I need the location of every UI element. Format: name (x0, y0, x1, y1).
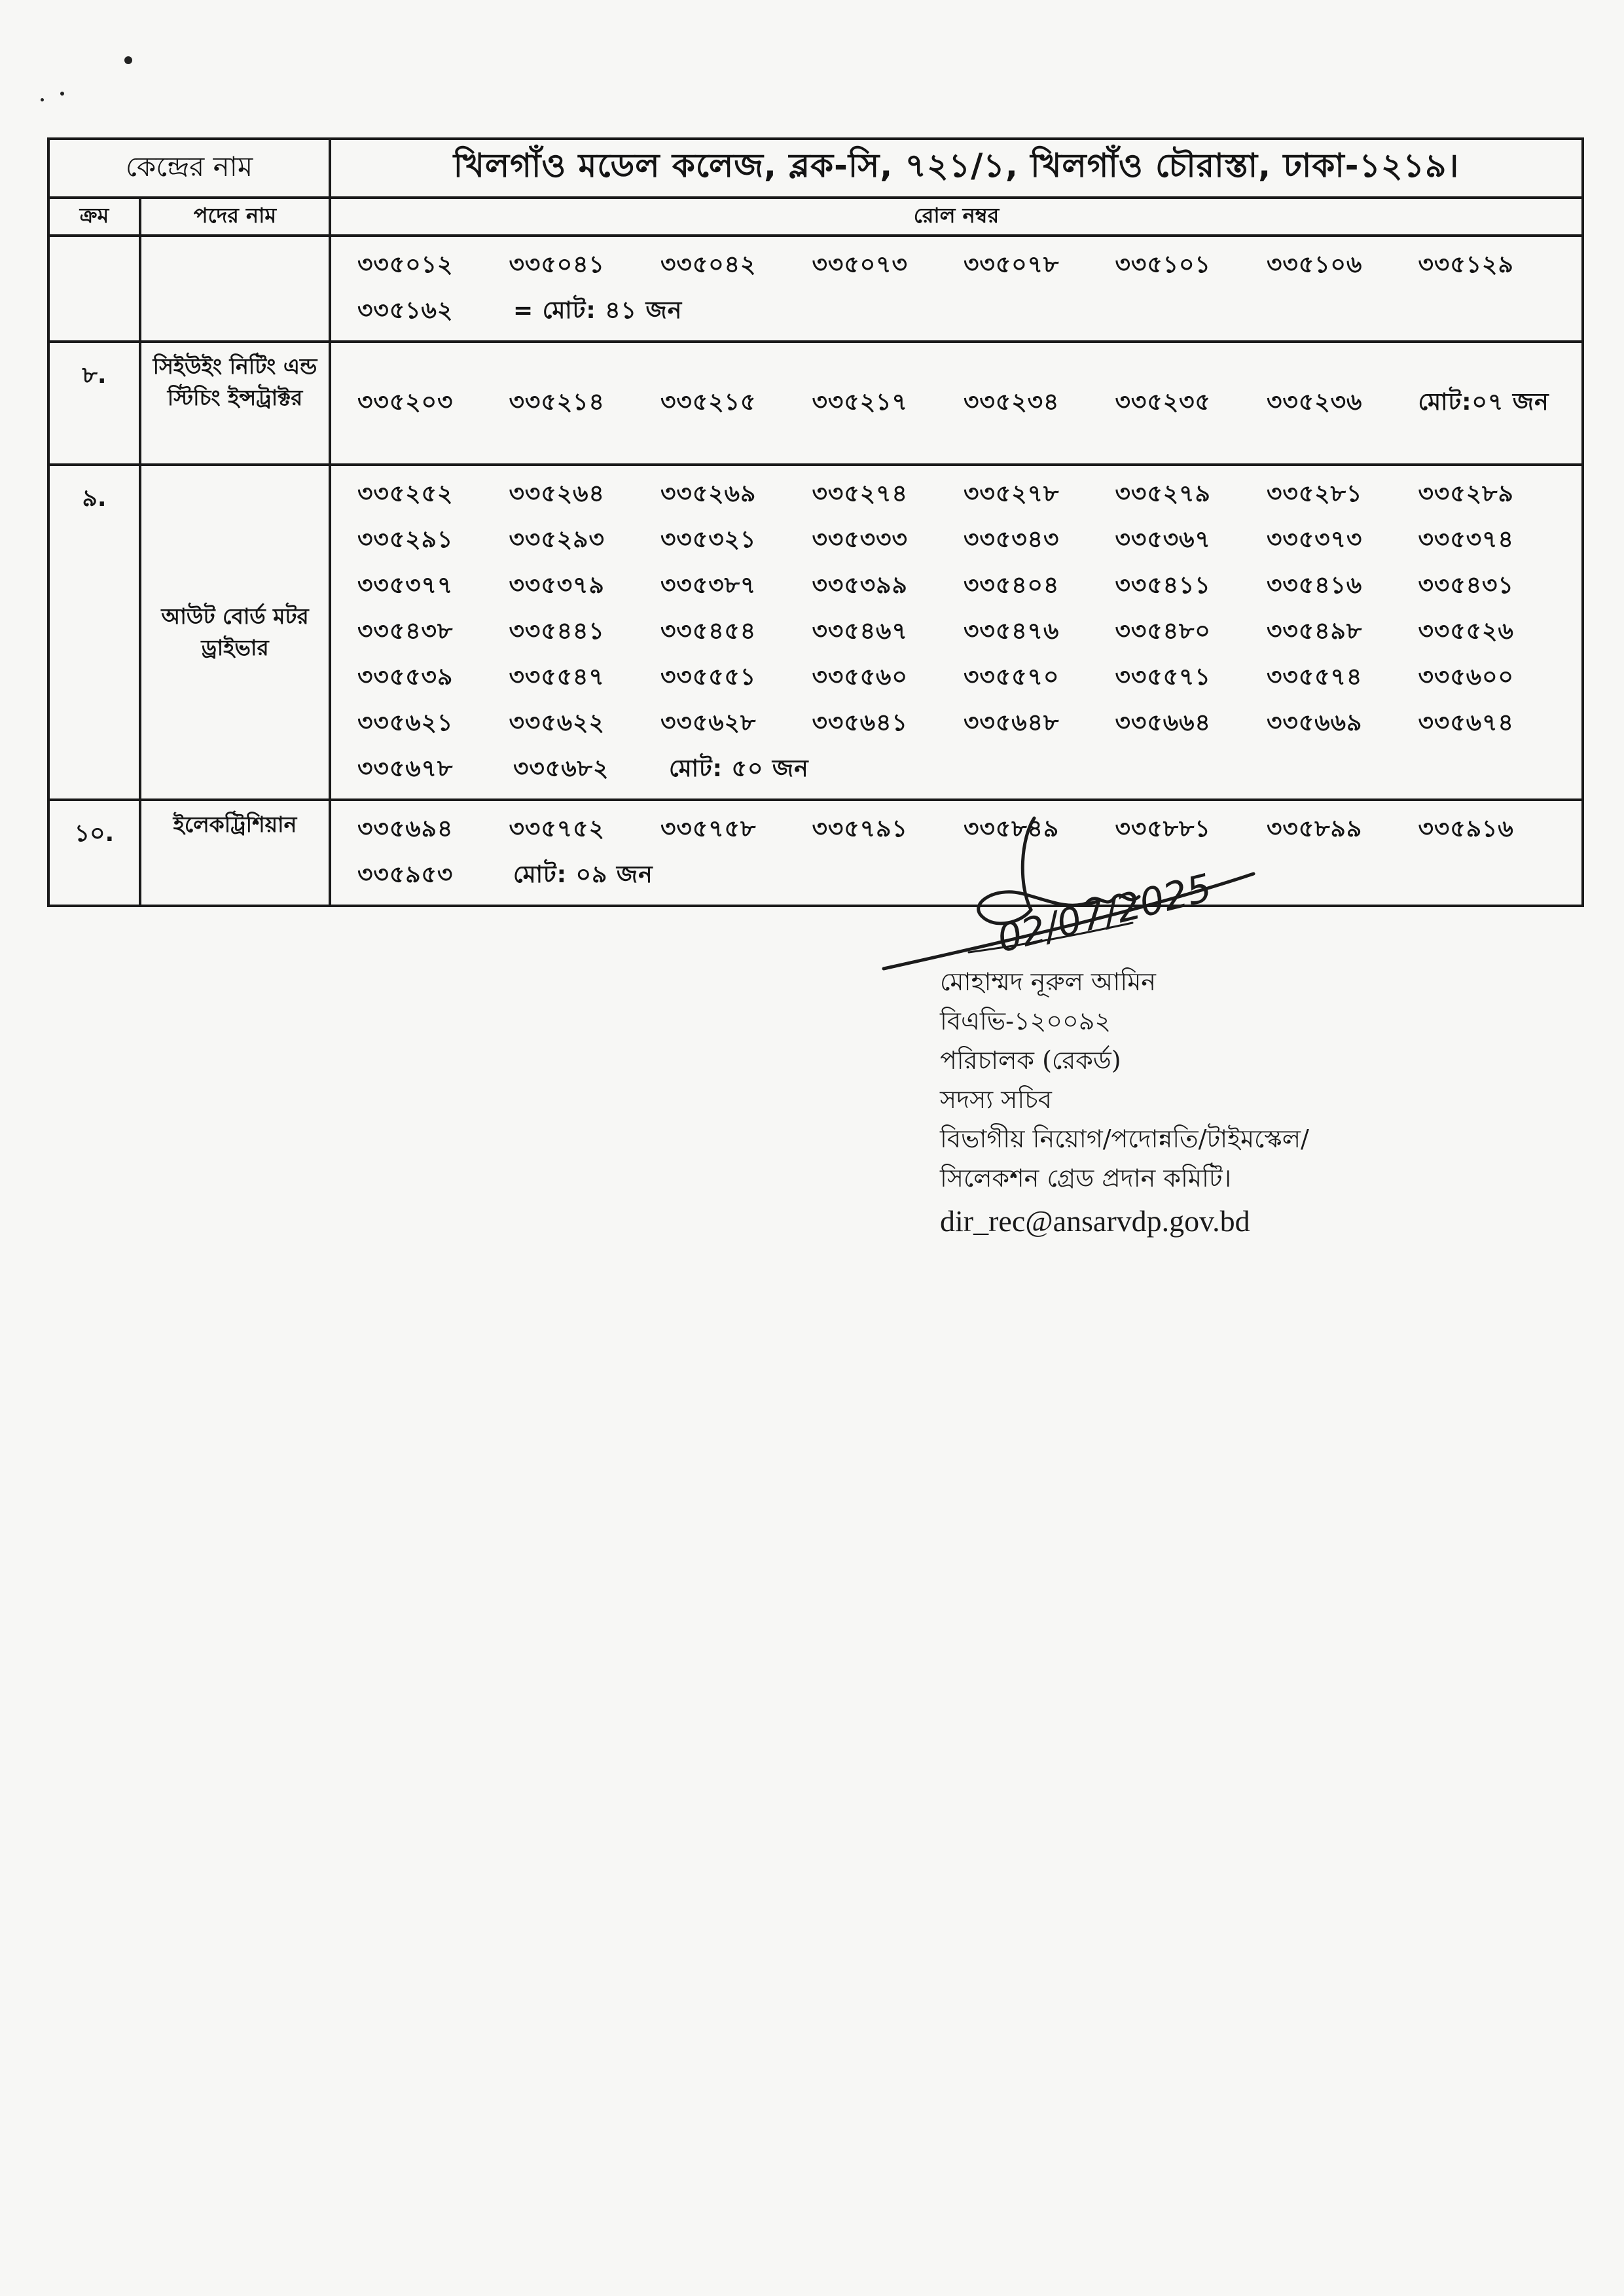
roll-number: ৩৩৫১৬২ (357, 297, 454, 324)
roll-number: ৩৩৫১২৯ (1418, 251, 1514, 278)
post-name-cell: ইলেকট্রিশিয়ান (140, 800, 330, 906)
signatory-email: dir_rec@ansarvdp.gov.bd (940, 1204, 1250, 1238)
roll-number: ৩৩৫৪৪১ (509, 618, 605, 645)
roll-number: ৩৩৫৫২৬ (1418, 618, 1514, 645)
roll-number: ৩৩৫৩৭৯ (509, 572, 605, 599)
roll-numbers-cell (330, 465, 1583, 800)
roll-number: ৩৩৫৬৬৯ (1267, 709, 1363, 736)
col-serial-header: ক্রম (48, 198, 140, 236)
roll-line (357, 289, 1570, 335)
col-roll-header: রোল নম্বর (330, 198, 1583, 236)
roll-line (357, 518, 1570, 564)
roll-number: ৩৩৫৬৯৪ (357, 816, 454, 842)
roll-line (357, 610, 1570, 656)
committee-line-2: সিলেকশন গ্রেড প্রদান কমিটি। (940, 1164, 1232, 1193)
roll-number: ৩৩৫৬০০ (1418, 664, 1514, 691)
roll-number: ৩৩৫৫৪৭ (509, 664, 605, 691)
roll-number: ৩৩৫৩৪৩ (964, 526, 1060, 553)
roll-number: ৩৩৫২৩৫ (1115, 389, 1211, 416)
roll-number: ৩৩৫৮৮১ (1115, 816, 1211, 842)
roll-number: ৩৩৫৬৪১ (812, 709, 908, 736)
post-row (48, 800, 1583, 906)
roll-number: ৩৩৫২৫২ (357, 480, 454, 507)
roll-number: ৩৩৫৯৫৩ (357, 861, 454, 888)
ink-speck (60, 92, 64, 96)
post-name-cell: সিইউইং নিটিং এন্ড স্টিচিং ইন্সট্রাক্টর (140, 342, 330, 465)
signature-block (940, 962, 1309, 1241)
col-post-header: পদের নাম (140, 198, 330, 236)
signatory-role: সদস্য সচিব (940, 1085, 1052, 1114)
roll-number: ৩৩৫৪৭৬ (964, 618, 1060, 645)
roll-number: ৩৩৫২৩৬ (1267, 389, 1363, 416)
roll-number: ৩৩৫৩৭৭ (357, 572, 454, 599)
roll-number: ৩৩৫২৩৪ (964, 389, 1060, 416)
roll-number: ৩৩৫৪৬৭ (812, 618, 908, 645)
roll-number: ৩৩৫৫৩৯ (357, 664, 454, 691)
signatory-designation: পরিচালক (রেকর্ড) (940, 1046, 1121, 1075)
roll-number: ৩৩৫২১৫ (660, 389, 757, 416)
roll-number: ৩৩৫২৭৯ (1115, 480, 1211, 507)
roll-line (357, 564, 1570, 610)
serial-cell (48, 236, 140, 342)
roll-number: ৩৩৫২৯১ (357, 526, 454, 553)
roll-number: ৩৩৫৮৪৯ (964, 816, 1060, 842)
roll-number: ৩৩৫২৯৩ (509, 526, 605, 553)
center-name: খিলগাঁও মডেল কলেজ, ব্লক-সি, ৭২১/১, খিলগাঁও চৌরাস্তা, ঢাকা-১২১৯। (330, 139, 1583, 198)
roll-number: ৩৩৫৪৮০ (1115, 618, 1211, 645)
candidate-roll-table (47, 137, 1584, 907)
total-count: মোট: ৫০ জন (669, 755, 809, 782)
roll-number: ৩৩৫০৪২ (660, 251, 757, 278)
roll-number: ৩৩৫৪৯৮ (1267, 618, 1363, 645)
roll-number: ৩৩৫৬৬৪ (1115, 709, 1211, 736)
signatory-id: বিএভি-১২০০৯২ (940, 1007, 1111, 1035)
roll-numbers-cell (330, 342, 1583, 465)
post-row (48, 465, 1583, 800)
roll-number: ৩৩৫৬৭৪ (1418, 709, 1514, 736)
roll-line (357, 656, 1570, 702)
roll-number: ৩৩৫২৮৯ (1418, 480, 1514, 507)
roll-number: ৩৩৫৬৪৮ (964, 709, 1060, 736)
roll-number: ৩৩৫৭৫৮ (660, 816, 757, 842)
total-count: মোট:০৭ জন (1418, 389, 1549, 416)
roll-number: ৩৩৫৩২১ (660, 526, 757, 553)
roll-number: ৩৩৫২৭৮ (964, 480, 1060, 507)
serial-cell: ১০. (48, 800, 140, 906)
roll-number: ৩৩৫২০৩ (357, 389, 454, 416)
roll-numbers-cell (330, 236, 1583, 342)
roll-line (357, 381, 1570, 427)
roll-number: ৩৩৫৬৭৮ (357, 755, 454, 782)
roll-number: ৩৩৫২৬৯ (660, 480, 757, 507)
roll-number: ৩৩৫২৬৪ (509, 480, 605, 507)
roll-number: ৩৩৫০৭৮ (964, 251, 1060, 278)
total-count: মোট: ০৯ জন (513, 861, 653, 888)
roll-number: ৩৩৫৫৭১ (1115, 664, 1211, 691)
roll-number: ৩৩৫৬২১ (357, 709, 454, 736)
roll-number: ৩৩৫৯১৬ (1418, 816, 1514, 842)
post-row (48, 236, 1583, 342)
center-label: কেন্দ্রের নাম (48, 139, 330, 198)
signature-date: 02/07/2025 (992, 865, 1216, 961)
roll-line (357, 473, 1570, 518)
roll-number: ৩৩৫১০১ (1115, 251, 1211, 278)
roll-number: ৩৩৫৬২২ (509, 709, 605, 736)
roll-number: ৩৩৫০৪১ (509, 251, 605, 278)
roll-line (357, 702, 1570, 747)
roll-number: ৩৩৫৪০৪ (964, 572, 1060, 599)
roll-number: ৩৩৫৩৬৭ (1115, 526, 1211, 553)
roll-number: ৩৩৫২৮১ (1267, 480, 1363, 507)
column-header-row (48, 198, 1583, 236)
serial-cell: ৯. (48, 465, 140, 800)
post-name-cell: আউট বোর্ড মটর ড্রাইভার (140, 465, 330, 800)
roll-number: ৩৩৫৫৫১ (660, 664, 757, 691)
roll-number: ৩৩৫৬৮২ (513, 755, 609, 782)
roll-number: ৩৩৫২৭৪ (812, 480, 908, 507)
roll-number: ৩৩৫৪৩৮ (357, 618, 454, 645)
roll-number: ৩৩৫৩৯৯ (812, 572, 908, 599)
roll-number: ৩৩৫১০৬ (1267, 251, 1363, 278)
committee-line-1: বিভাগীয় নিয়োগ/পদোন্নতি/টাইমস্কেল/ (940, 1124, 1309, 1153)
ink-speck (124, 56, 132, 64)
roll-number: ৩৩৫৫৬০ (812, 664, 908, 691)
serial-cell: ৮. (48, 342, 140, 465)
center-row (48, 139, 1583, 198)
roll-number: ৩৩৫৪৩১ (1418, 572, 1514, 599)
roll-number: ৩৩৫৩৭৪ (1418, 526, 1514, 553)
ink-speck (41, 98, 44, 101)
signatory-name: মোহাম্মদ নূরুল আমিন (940, 967, 1156, 996)
roll-number: ৩৩৫২১৪ (509, 389, 605, 416)
roll-number: ৩৩৫৩৩৩ (812, 526, 908, 553)
roll-number: ৩৩৫০১২ (357, 251, 454, 278)
roll-number: ৩৩৫৫৭৪ (1267, 664, 1363, 691)
roll-number: ৩৩৫৩৭৩ (1267, 526, 1363, 553)
roll-number: ৩৩৫৪১১ (1115, 572, 1211, 599)
roll-number: ৩৩৫৪৫৪ (660, 618, 757, 645)
roll-number: ৩৩৫৭৫২ (509, 816, 605, 842)
roll-line (357, 747, 1570, 793)
roll-number: ৩৩৫২১৭ (812, 389, 908, 416)
roll-number: ৩৩৫৫৭০ (964, 664, 1060, 691)
total-count: = মোট: ৪১ জন (513, 297, 683, 324)
post-row (48, 342, 1583, 465)
roll-number: ৩৩৫৩৮৭ (660, 572, 757, 599)
roll-line (357, 243, 1570, 289)
roll-number: ৩৩৫৬২৮ (660, 709, 757, 736)
post-name-cell (140, 236, 330, 342)
roll-number: ৩৩৫৪১৬ (1267, 572, 1363, 599)
roll-number: ৩৩৫৮৯৯ (1267, 816, 1363, 842)
roll-number: ৩৩৫৭৯১ (812, 816, 908, 842)
roll-number: ৩৩৫০৭৩ (812, 251, 908, 278)
